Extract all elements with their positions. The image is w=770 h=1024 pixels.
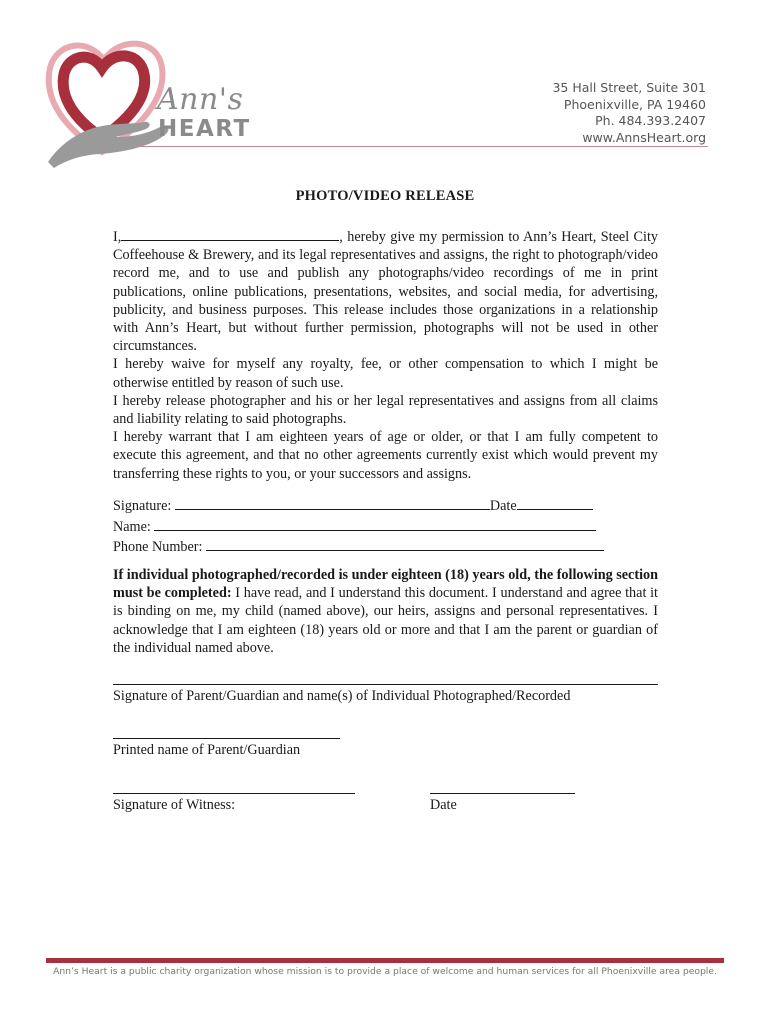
phone-row xyxy=(113,536,604,557)
phone-label: Phone Number: xyxy=(113,539,203,556)
intro-prefix: I, xyxy=(113,229,122,245)
footer-bar xyxy=(46,958,724,963)
intro-text: , hereby give my permission to Ann’s Heart, Steel City Coffeehouse & Brewery, and its legal representatives and assigns, the right to photograph/video record me, and to use and publish any photographs/video recordings of me in print publications, online publications, presentations, websites, and social media, for advertising, publicity, and business purposes. This release includes those organizations in a relationship with Ann’s Heart, but without further permission, photographs will not be used in other circumstances. xyxy=(113,229,658,355)
name-label: Name: xyxy=(113,518,151,535)
warrant-paragraph: I hereby warrant that I am eighteen years of age or older, or that I am fully competent to execute this agreement, and that no other agreements currently exist which would prevent my transferring these rights to you, or your successors and assigns. xyxy=(113,429,658,482)
minor-consent-text: I have read, and I understand this document. I understand and agree that it is binding on me, my child (named above), our heirs, assigns and personal representatives. I acknowledge that I am eighteen (18) years old or more and that I am the parent or guardian of the individual named above. xyxy=(113,585,658,656)
phone-blank[interactable] xyxy=(206,536,604,551)
signature-fields xyxy=(113,495,604,557)
signature-row xyxy=(113,495,604,516)
date-label: Date xyxy=(489,498,517,514)
signature-blank[interactable] xyxy=(175,495,490,510)
logo-text-heart: HEART xyxy=(158,116,251,142)
waive-paragraph: I hereby waive for myself any royalty, fee, or other compensation to which I might be otherwise entitled by reason of such use. xyxy=(113,356,658,391)
participant-name-blank[interactable] xyxy=(121,226,339,241)
address-phone: Ph. 484.393.2407 xyxy=(595,113,706,128)
intro-paragraph xyxy=(113,226,658,355)
parent-signature-label: Signature of Parent/Guardian and name(s) of Individual Photographed/Recorded xyxy=(113,688,571,704)
address-city: Phoenixville, PA 19460 xyxy=(563,96,706,112)
document-title: PHOTO/VIDEO RELEASE xyxy=(295,188,475,204)
release-body xyxy=(113,226,658,483)
header-divider xyxy=(136,146,708,147)
minor-consent-heading: If individual photographed/recorded is under eighteen (18) years old, the following section must be completed: xyxy=(113,567,658,602)
witness-signature-label: Signature of Witness: xyxy=(113,797,236,813)
printed-name-line[interactable] xyxy=(113,738,340,739)
logo-text-anns: Ann's xyxy=(157,82,244,117)
printed-name-label: Printed name of Parent/Guardian xyxy=(113,742,301,758)
minor-consent-paragraph xyxy=(113,566,658,657)
address-street: 35 Hall Street, Suite 301 xyxy=(552,80,706,95)
date-blank[interactable] xyxy=(517,495,593,510)
organization-address xyxy=(552,80,706,146)
witness-date-label: Date xyxy=(430,797,457,813)
address-website: www.AnnsHeart.org xyxy=(582,129,706,145)
name-row xyxy=(113,516,604,537)
anns-heart-logo xyxy=(40,34,270,169)
parent-signature-line[interactable] xyxy=(113,684,658,685)
release-paragraph: I hereby release photographer and his or her legal representatives and assigns from all claims and liability relating to said photographs. xyxy=(113,392,658,428)
signature-label: Signature: xyxy=(113,498,172,514)
witness-signature-line[interactable] xyxy=(113,793,355,794)
name-blank[interactable] xyxy=(154,516,596,531)
witness-date-line[interactable] xyxy=(430,793,575,794)
footer-mission-text: Ann’s Heart is a public charity organization whose mission is to provide a place of welcome and human services for all Phoenixville area people. xyxy=(53,966,717,977)
